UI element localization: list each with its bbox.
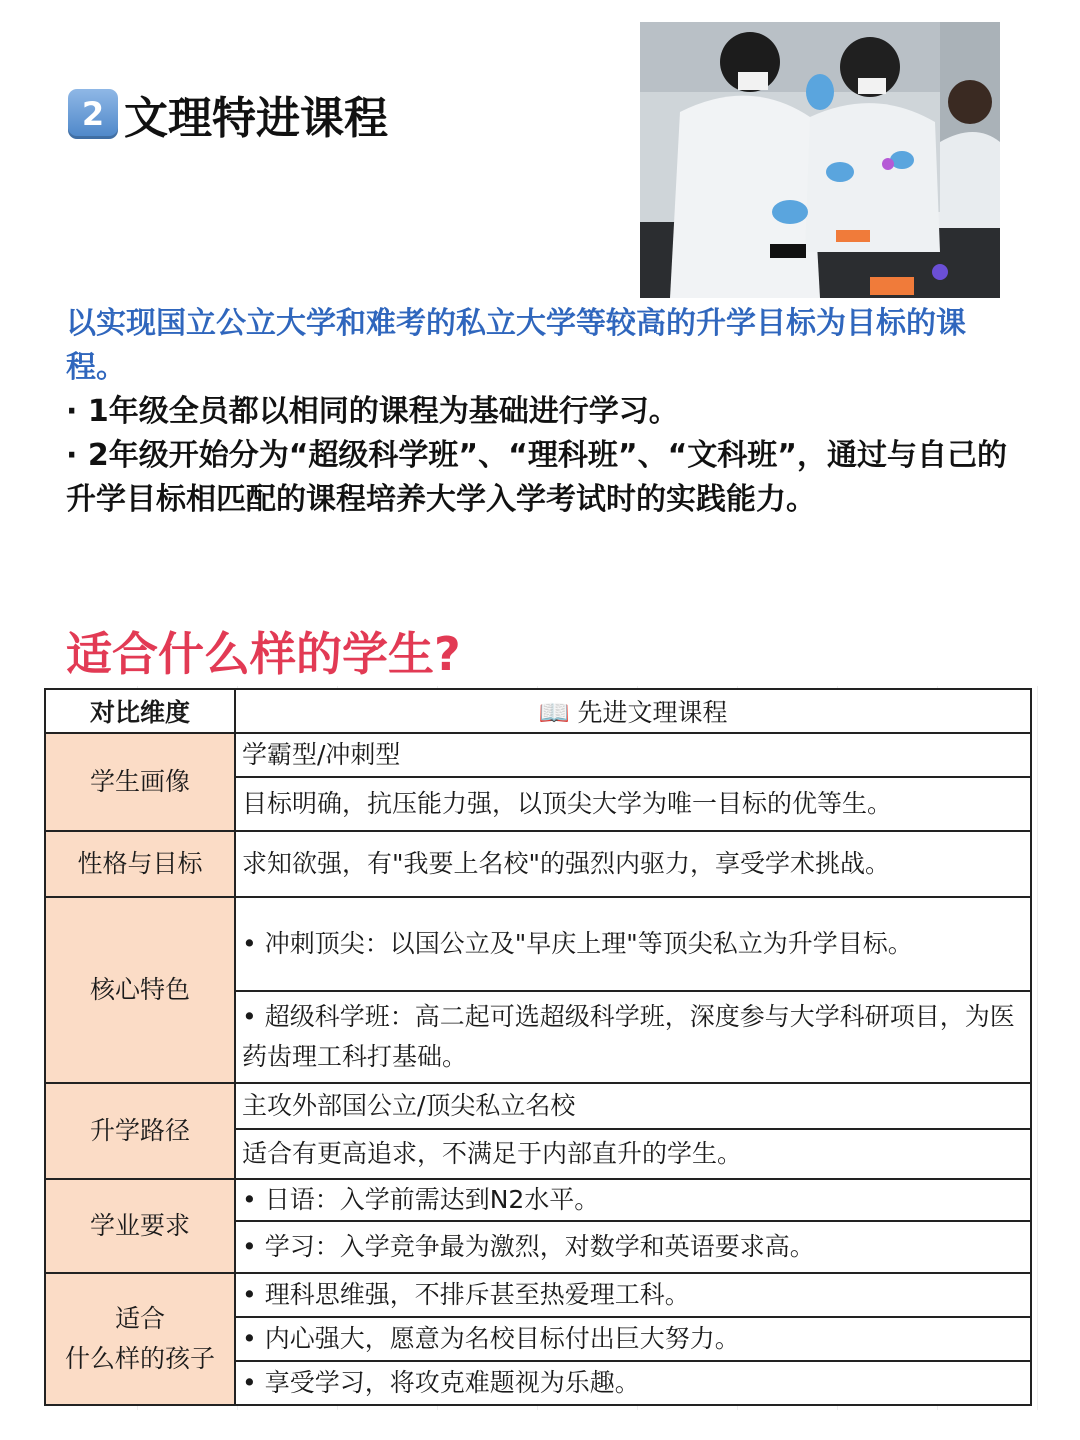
table-row: [45, 831, 1031, 897]
page-title-text: 文理特进课程: [124, 93, 388, 144]
table-header-row: [45, 689, 1031, 733]
table-cell: • 超级科学班：高二起可选超级科学班，深度参与大学科研项目，为医药齿理工科打基础。: [235, 991, 1031, 1083]
table-cell: • 享受学习，将攻克难题视为乐趣。: [235, 1361, 1031, 1405]
table-cell: 求知欲强，有"我要上名校"的强烈内驱力，享受学术挑战。: [235, 831, 1031, 897]
table-cell: 学霸型/冲刺型: [235, 733, 1031, 777]
table-cell: 主攻外部国公立/顶尖私立名校: [235, 1083, 1031, 1129]
row-label-requirements: 学业要求: [45, 1179, 235, 1273]
lab-photo-illustration: [640, 22, 1000, 298]
number-2-keycap-icon: 2: [68, 89, 118, 139]
intro-point-2: · 2年级开始分为“超级科学班”、“理科班”、“文科班”，通过与自己的升学目标相匹配的课程培养大学入学考试时的实践能力。: [66, 438, 1008, 517]
row-label-personality: 性格与目标: [45, 831, 235, 897]
book-icon: 📖: [538, 698, 570, 727]
table-row: [45, 733, 1031, 777]
table-row: [45, 1273, 1031, 1317]
row-label-fit: [45, 1273, 235, 1405]
comparison-table-area: [38, 686, 1038, 1410]
table-row: [45, 1083, 1031, 1129]
table-cell: 目标明确，抗压能力强，以顶尖大学为唯一目标的优等生。: [235, 777, 1031, 831]
header-course-label: 先进文理课程: [577, 698, 728, 727]
row-label-fit-line1: 适合: [114, 1304, 165, 1333]
row-label-profile: 学生画像: [45, 733, 235, 831]
intro-point-1: · 1年级全员都以相同的课程为基础进行学习。: [66, 394, 679, 429]
header-course: [235, 689, 1031, 733]
table-cell: • 冲刺顶尖：以国公立及"早庆上理"等顶尖私立为升学目标。: [235, 897, 1031, 991]
table-row: [45, 897, 1031, 991]
table-row: [45, 1179, 1031, 1221]
row-label-path: 升学路径: [45, 1083, 235, 1179]
table-cell: 适合有更高追求，不满足于内部直升的学生。: [235, 1129, 1031, 1179]
table-cell: • 理科思维强，不排斥甚至热爱理工科。: [235, 1273, 1031, 1317]
intro-lead: 以实现国立公立大学和难考的私立大学等较高的升学目标为目标的课程。: [66, 306, 966, 385]
row-label-fit-line2: 什么样的孩子: [64, 1344, 215, 1373]
table-cell: • 学习：入学竞争最为激烈，对数学和英语要求高。: [235, 1221, 1031, 1273]
lab-photo: [640, 22, 1000, 298]
page-title: [68, 82, 388, 146]
comparison-table: [44, 688, 1032, 1406]
intro-text: [66, 302, 1016, 522]
section-question: 适合什么样的学生?: [66, 627, 461, 681]
table-cell: • 日语：入学前需达到N2水平。: [235, 1179, 1031, 1221]
row-label-features: 核心特色: [45, 897, 235, 1083]
header-dimension: 对比维度: [45, 689, 235, 733]
table-cell: • 内心强大，愿意为名校目标付出巨大努力。: [235, 1317, 1031, 1361]
